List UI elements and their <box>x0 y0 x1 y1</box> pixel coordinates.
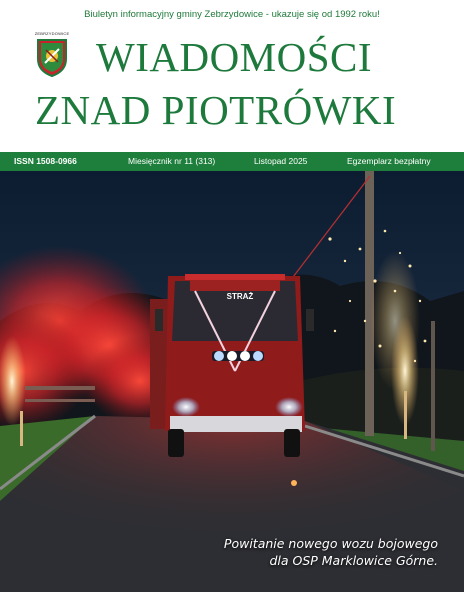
cover-caption-line2: dla OSP Marklowice Górne. <box>269 553 438 568</box>
cover-photo <box>0 171 464 592</box>
issue-date: Listopad 2025 <box>254 156 308 166</box>
magazine-title-line1: WIADOMOŚCI <box>96 34 373 80</box>
tagline: Biuletyn informacyjny gminy Zebrzydowice - ukazuje się od 1992 roku! <box>84 9 380 20</box>
cover-caption-line1: Powitanie nowego wozu bojowego <box>223 536 438 551</box>
crest-caption: ZEBRZYDOWICE <box>34 31 70 36</box>
issue-number: Miesięcznik nr 11 (313) <box>128 156 216 166</box>
price-note: Egzemplarz bezpłatny <box>347 156 431 166</box>
issn: ISSN 1508-0966 <box>14 156 77 166</box>
truck-label: STRAŻ <box>226 292 254 301</box>
fire-truck-illustration <box>150 274 314 457</box>
zebrzydowice-crest-icon <box>34 31 70 77</box>
magazine-title-line2: ZNAD PIOTRÓWKI <box>35 87 397 133</box>
issue-info-bar <box>0 152 464 171</box>
